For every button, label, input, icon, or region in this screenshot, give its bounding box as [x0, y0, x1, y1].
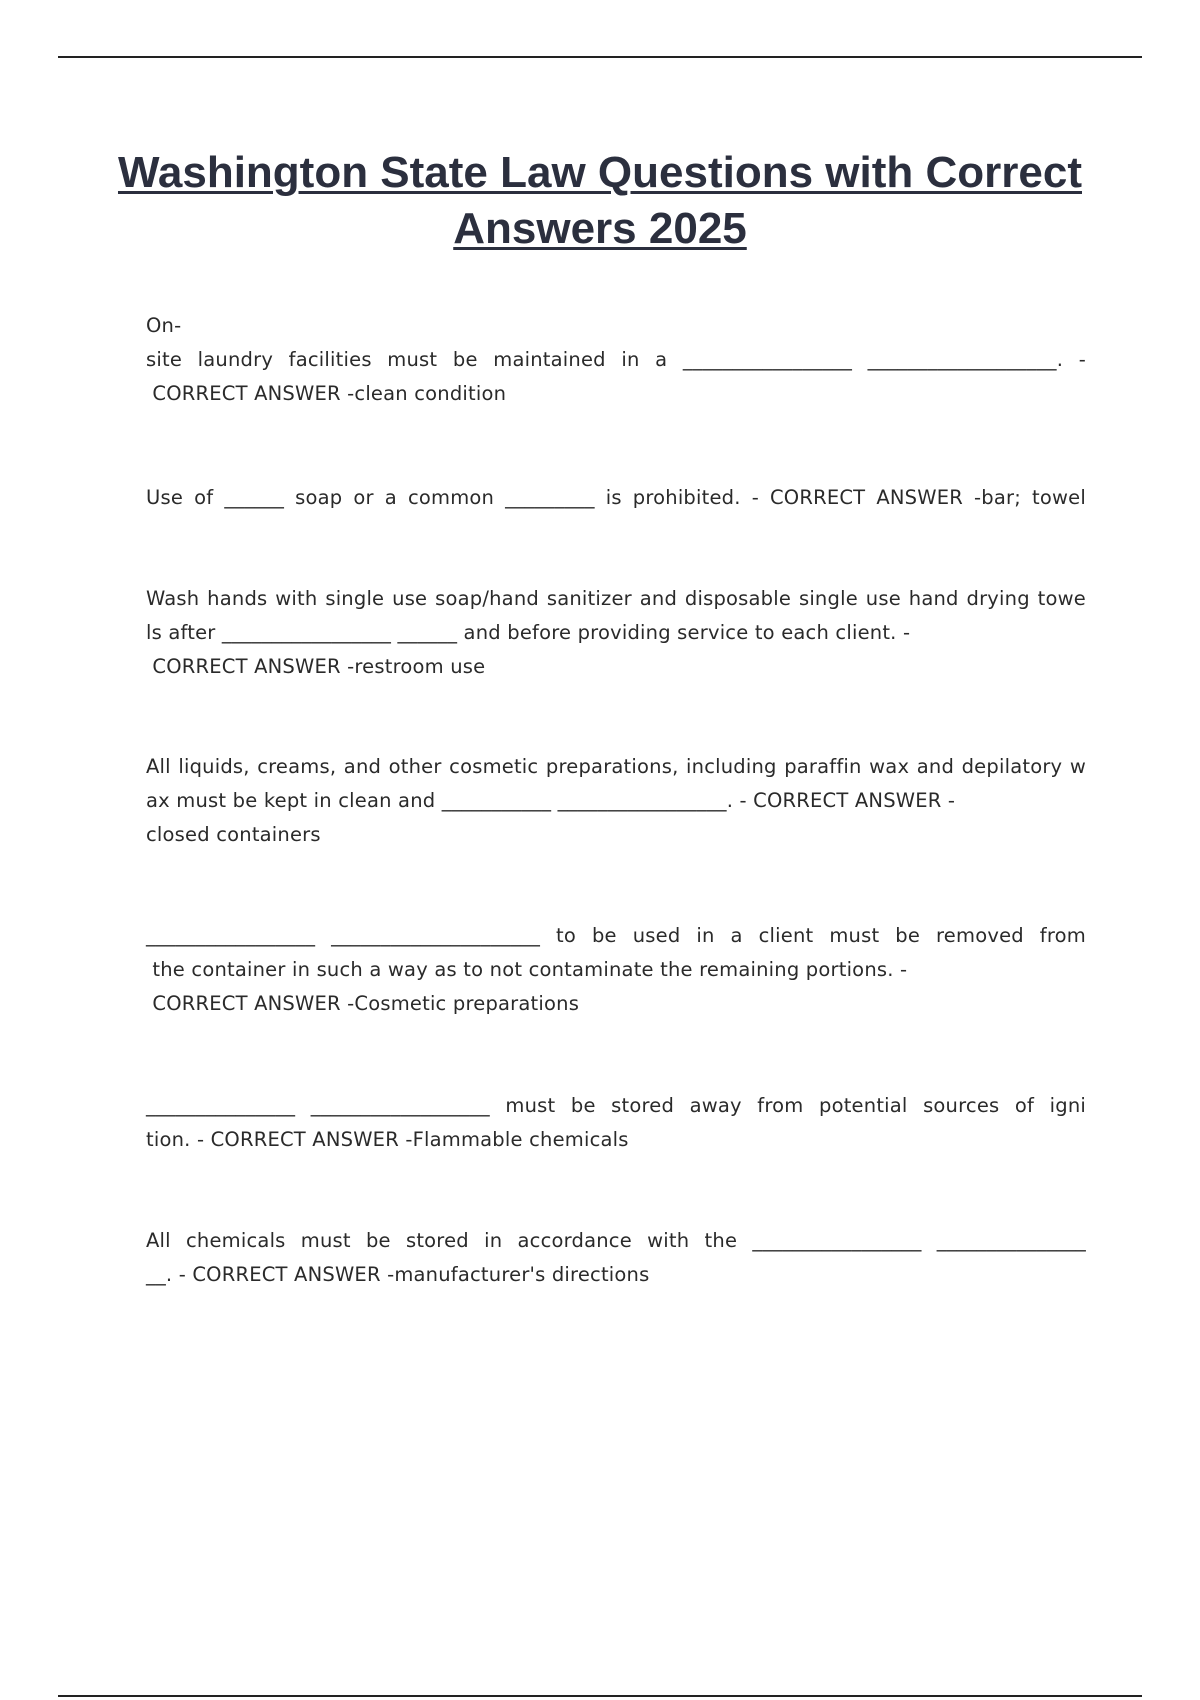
question-5-line-3: CORRECT ANSWER -Cosmetic preparations	[146, 992, 580, 1015]
question-6-line-2: tion. - CORRECT ANSWER -Flammable chemicals	[146, 1128, 629, 1151]
document-title: Washington State Law Questions with Correct Answers 2025	[117, 148, 1082, 253]
question-3-line-3: CORRECT ANSWER -restroom use	[146, 655, 486, 678]
question-2-line-1: Use of ______ soap or a common _________ is prohibited. - CORRECT ANSWER -bar; towel	[146, 486, 1086, 509]
question-3-line-1: Wash hands with single use soap/hand sanitizer and disposable single use hand drying towe	[146, 587, 1086, 610]
question-6	[146, 1089, 1086, 1157]
question-4-line-1: All liquids, creams, and other cosmetic preparations, including paraffin wax and depilatory w	[146, 755, 1086, 778]
question-5	[146, 919, 1086, 1021]
question-1	[146, 309, 1086, 411]
question-1-line-1: On-	[146, 314, 182, 337]
question-7	[146, 1224, 1086, 1292]
question-7-line-1: All chemicals must be stored in accordance with the _________________ _______________	[146, 1229, 1086, 1252]
question-3-line-2: ls after _________________ ______ and before providing service to each client. -	[146, 621, 911, 644]
question-4	[146, 750, 1086, 852]
question-7-line-2: __. - CORRECT ANSWER -manufacturer's directions	[146, 1263, 650, 1286]
question-4-line-3: closed containers	[146, 823, 321, 846]
bottom-rule	[58, 1695, 1142, 1697]
question-4-line-2: ax must be kept in clean and ___________ _________________. - CORRECT ANSWER -	[146, 789, 956, 812]
question-1-line-3: CORRECT ANSWER -clean condition	[146, 382, 507, 405]
question-3	[146, 582, 1086, 684]
question-6-line-1: _______________ __________________ must be stored away from potential sources of igni	[146, 1094, 1086, 1117]
question-2	[146, 481, 1086, 515]
question-5-line-1: _________________ _____________________ to be used in a client must be removed from	[146, 924, 1086, 947]
question-5-line-2: the container in such a way as to not contaminate the remaining portions. -	[146, 958, 908, 981]
question-1-line-2: site laundry facilities must be maintained in a _________________ ___________________. -	[146, 348, 1086, 371]
top-rule	[58, 56, 1142, 58]
